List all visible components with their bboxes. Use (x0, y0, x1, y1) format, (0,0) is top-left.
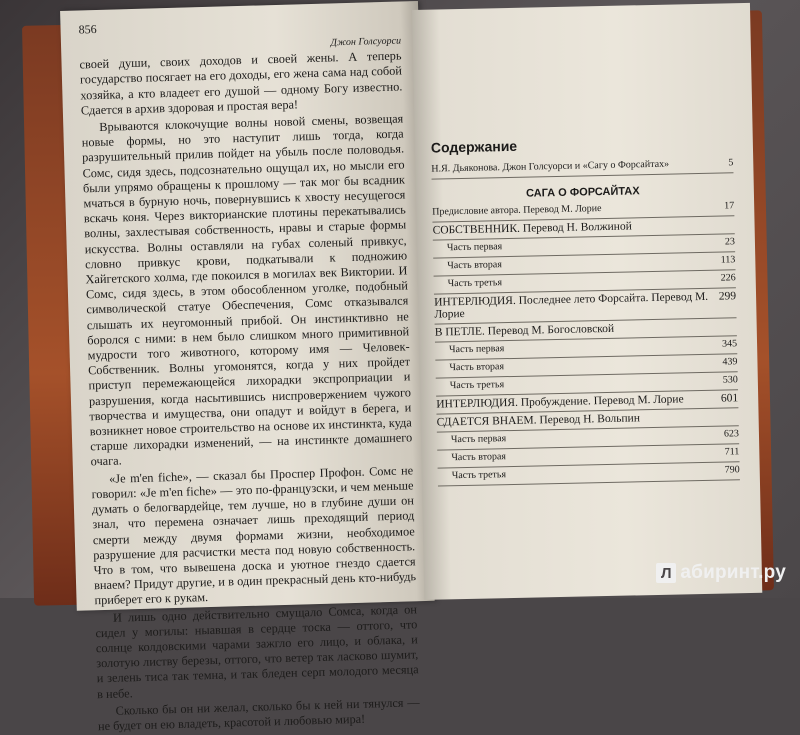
toc-entry-text: Часть третья (451, 469, 507, 482)
toc-entry-text: САГА О ФОРСАЙТАХ (525, 185, 640, 200)
running-head: Джон Голсуорси (330, 35, 402, 49)
toc-entry-page: 5 (728, 157, 734, 169)
toc-entry-text: Н.Я. Дьяконова. Джон Голсуорси и «Сагу о Форсайтах» (431, 158, 670, 175)
toc-entry-page: 439 (722, 356, 738, 368)
watermark-logo-icon: Л (656, 563, 676, 583)
toc-entry (431, 155, 733, 179)
paragraph: Врываются клокочущие волны новой смены, возвещая новые формы, но это наступит лишь тогда, когда разрушительный прилив пойдет на убыль после половодья. Сомс, сидя здесь, подсознательно ощущал их, но мысли его были упрямо обращены к прошлому — так мог бы всадник мчаться в бурную ночь, повернувшись к хвосту несущегося вскачь коня. Через викторианские плотины перекатывались волны, захлестывая собственность, нравы и старые формы искусства. Волны оставляли на губах соленый привкус, словно привкус крови, подкатывали к подножию Хайгетского холма, где покоился в могилах век Виктории. И Сомс, сидя здесь, в этом обособленном уголке, подобный символической статуе Обеспечения, Сомс отказывался слышать их неугомонный прибой. Он инстинктивно не боролся с ними: в нем было слишком много примитивной мудрости того животного, которому имя — Человек-Собственник. Волны угомонятся, когда у них пройдет приступ перемежающейся лихорадки экспроприации и разрушения, когда насытившись ниспровержением чужого творчества и имущества, они опадут и войдут в берега, и возникнет новое строительство на основе их инстинкта, куда старше лихорадки изменений, — на инстинкте домашнего очага. (81, 111, 413, 469)
toc-entry-page: 17 (724, 200, 735, 212)
toc-entry-text: Часть вторая (449, 361, 505, 374)
toc-entry-page (711, 329, 737, 330)
toc-entry-text: Часть первая (446, 241, 503, 254)
toc-entry-page (709, 227, 735, 228)
toc-entry-page: 345 (721, 338, 738, 350)
toc-entry-page: 226 (720, 272, 736, 284)
left-page (60, 1, 435, 734)
paragraph: Сколько бы он ни желал, сколько бы к ней ни тянулся — не будет он ею владеть, красотой и любовью мира! (97, 694, 420, 734)
toc-entry-page: 711 (724, 446, 740, 458)
toc-entry-text: ИНТЕРЛЮДИЯ. Последнее лето Форсайта. Перевод М. Лорие (434, 290, 709, 321)
toc-entry-page: 530 (722, 374, 738, 386)
toc-entry-text: В ПЕТЛЕ. Перевод М. Богословской (434, 322, 615, 339)
toc-entry-text: Часть третья (447, 277, 503, 290)
toc-title: Содержание (430, 137, 518, 156)
paragraph: И лишь одно действительно смущало Сомса, когда он сидел у могилы: ныавшая в сердце тоска — оттого, что солнце колдовскими чарами зажгло его лицо, и облака, и золотую листву березы, оттого, что ветер так ласково шумит, и зелень тиса так темна, и так бледен серп молодого месяца в небе. (95, 601, 419, 701)
page-number: 856 (78, 21, 97, 37)
watermark (656, 562, 786, 584)
right-page (412, 3, 762, 600)
toc-entry-page: 299 (718, 290, 737, 303)
toc-entry-text: СДАЕТСЯ ВНАЕМ. Перевод Н. Вольпин (436, 412, 641, 429)
toc-list (431, 155, 740, 486)
toc-entry-text: Предисловие автора. Перевод М. Лорие (432, 203, 602, 218)
toc-entry-page (713, 419, 739, 420)
paragraph: своей души, своих доходов и своей жены. А теперь государство посягает на его доходы, его жена сама над собой хозяйка, а кто владеет его душой — одному Богу известно. Сдается в архив здоровая и простая вера! (79, 48, 403, 118)
left-page-text (78, 13, 420, 734)
toc-entry-text: Часть вторая (447, 259, 503, 272)
toc-entry-page: 113 (720, 254, 736, 266)
toc-entry-text: СОБСТВЕННИК. Перевод Н. Волжиной (432, 220, 632, 237)
toc-entry-text: ИНТЕРЛЮДИЯ. Пробуждение. Перевод М. Лорие (436, 393, 684, 411)
paragraph: «Je m'en fiche», — сказал бы Проспер Профон. Сомс не говорил: «Je m'en fiche» — это по-французски, и чем меньше думать о белогвардейце, тем лучше, но в глубине души он знал, что перемена означает лишь преходящий период смерти между двумя формами жизни, необходимое разрушение для расчистки места под новую собственность. Что в том, что вывешена доска и уютное гнездо сдается внаем? Придут другие, и в один прекрасный день кто-нибудь приберет его к рукам. (91, 463, 417, 608)
toc-entry-text: Часть первая (449, 343, 505, 356)
toc-entry-page: 623 (723, 428, 740, 440)
toc-entry-page: 23 (724, 236, 736, 248)
toc-entry-page: 601 (720, 392, 739, 405)
table-of-contents (431, 135, 740, 486)
toc-entry-page: 790 (724, 464, 740, 476)
watermark-text: абиринт.ру (680, 562, 786, 583)
toc-entry-text: Часть первая (450, 433, 507, 446)
toc-entry-text: Часть третья (449, 379, 505, 392)
toc-entry-text: Часть вторая (451, 451, 507, 464)
